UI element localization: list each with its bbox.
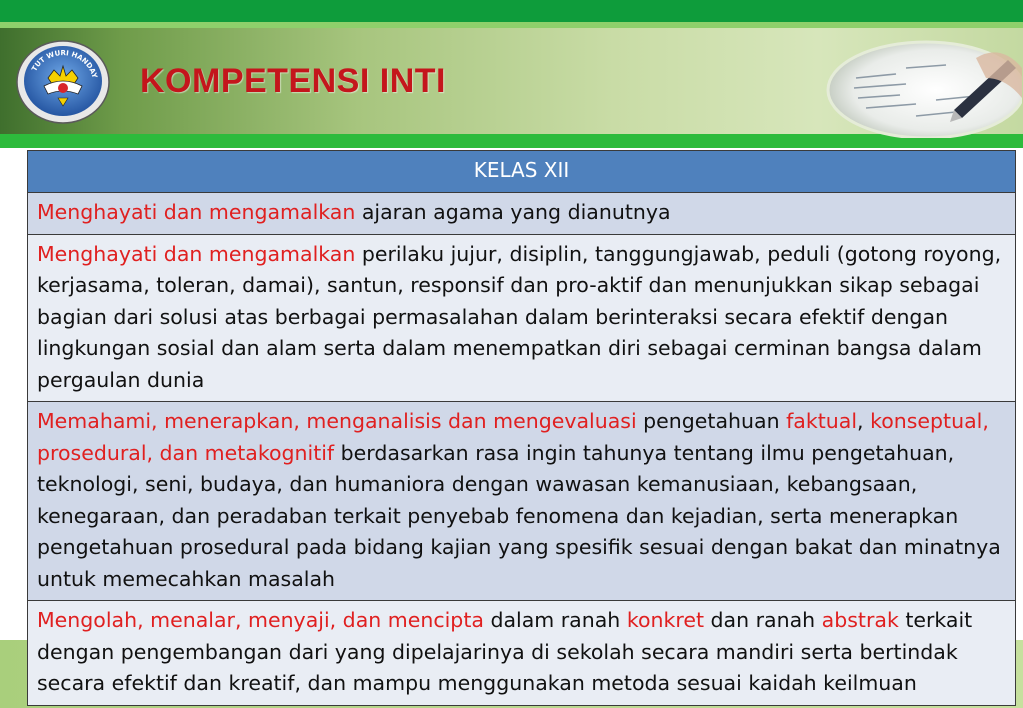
pen-on-document-photo-icon bbox=[826, 38, 1022, 138]
row-text: dan ranah bbox=[704, 608, 822, 632]
key-phrase: Menghayati dan mengamalkan bbox=[37, 241, 356, 266]
row-text: , bbox=[857, 409, 871, 433]
row-text: perilaku jujur, disiplin, tanggungjawab, peduli (gotong royong, kerjasama, toleran, damai), santun, responsif dan pro-aktif dan menunjukkan sikap sebagai bagian dari solusi atas berbagai permasalahan dalam berinteraksi secara efektif dengan lingkungan sosial dan alam serta dalam menempatkan diri sebagai cerminan bangsa dalam pergaulan dunia bbox=[37, 241, 1002, 392]
row-text: dalam ranah bbox=[483, 608, 627, 632]
table-header-kelas: KELAS XII bbox=[28, 151, 1016, 193]
tut-wuri-handayani-emblem-icon bbox=[14, 36, 112, 124]
table-row bbox=[28, 234, 1016, 402]
logo-text: TUT WURI HANDAY bbox=[30, 49, 99, 79]
top-green-bar bbox=[0, 0, 1023, 22]
table-row bbox=[28, 193, 1016, 235]
table-row bbox=[28, 601, 1016, 706]
page-title: KOMPETENSI INTI bbox=[140, 62, 446, 100]
key-phrase: abstrak bbox=[821, 608, 899, 632]
key-phrase: faktual bbox=[786, 409, 858, 433]
key-phrase: konkret bbox=[626, 608, 704, 632]
key-phrase: Mengolah, menalar, menyaji, dan mencipta bbox=[37, 608, 484, 632]
key-phrase: Menghayati dan mengamalkan bbox=[37, 200, 356, 224]
table-row bbox=[28, 402, 1016, 601]
row-text: terkait dengan pengembangan dari yang dipelajarinya di sekolah secara mandiri serta bertindak secara efektif dan kreatif, dan mampu menggunakan metoda sesuai kaidah keilmuan bbox=[37, 608, 973, 695]
key-phrase: konseptual, prosedural, dan metakognitif bbox=[37, 409, 989, 465]
competency-table bbox=[27, 150, 1016, 706]
row-text: pengetahuan bbox=[636, 409, 787, 433]
row-text: berdasarkan rasa ingin tahunya tentang ilmu pengetahuan, teknologi, seni, budaya, dan humaniora dengan wawasan kemanusiaan, kebangsaan, kenegaraan, dan peradaban terkait penyebab fenomena dan kejadian, serta menerapkan pengetahuan prosedural pada bidang kajian yang spesifik sesuai dengan bakat dan minatnya untuk memecahkan masalah bbox=[37, 440, 1001, 591]
key-phrase: Memahami, menerapkan, menganalisis dan mengevaluasi bbox=[37, 409, 637, 433]
row-text: ajaran agama yang dianutnya bbox=[355, 200, 671, 224]
